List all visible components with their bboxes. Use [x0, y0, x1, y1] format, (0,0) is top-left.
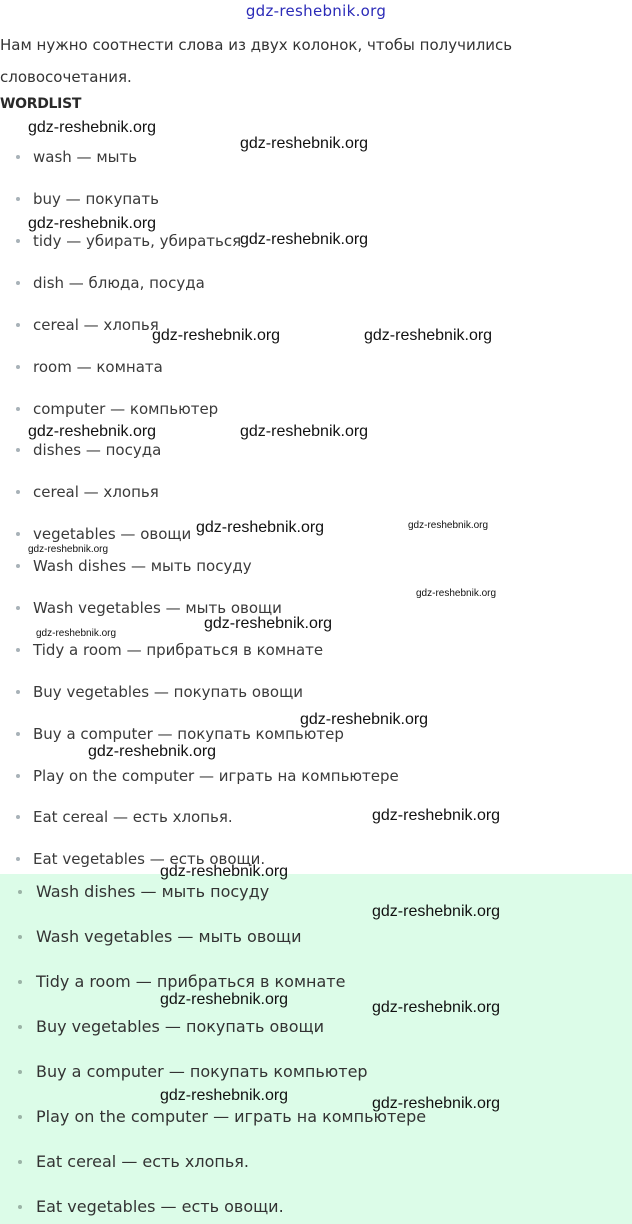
list-item	[16, 597, 282, 619]
list-item-text: Eat cereal — есть хлопья.	[36, 1152, 249, 1171]
list-item	[18, 1195, 284, 1219]
list-item	[16, 681, 303, 703]
watermark: gdz-reshebnik.org	[28, 423, 157, 440]
list-item-text: dishes — посуда	[33, 441, 162, 459]
site-logo-link[interactable]: gdz-reshebnik.org	[245, 2, 387, 20]
list-item	[16, 555, 252, 577]
bullet-icon	[16, 648, 20, 652]
site-header	[0, 0, 632, 24]
list-item-text: Buy vegetables — покупать овощи	[33, 683, 303, 701]
bullet-icon	[16, 490, 20, 494]
list-item-text: Buy a computer — покупать компьютер	[33, 725, 344, 743]
bullet-icon	[16, 365, 20, 369]
list-item	[16, 356, 163, 378]
bullet-icon	[16, 606, 20, 610]
list-item-text: computer — компьютер	[33, 400, 219, 418]
bullet-icon	[16, 407, 20, 411]
bullet-icon	[16, 448, 20, 452]
list-item	[18, 1150, 249, 1174]
watermark: gdz-reshebnik.org	[372, 903, 501, 920]
bullet-icon	[16, 532, 20, 536]
list-item	[16, 765, 399, 787]
watermark: gdz-reshebnik.org	[408, 520, 489, 531]
list-item	[16, 639, 323, 661]
bullet-icon	[16, 857, 20, 861]
list-item-text: Eat vegetables — есть овощи.	[33, 850, 266, 868]
list-item-text: Eat vegetables — есть овощи.	[36, 1197, 284, 1216]
list-item	[16, 481, 159, 503]
watermark: gdz-reshebnik.org	[36, 628, 117, 639]
bullet-icon	[18, 935, 22, 939]
list-item	[16, 523, 191, 545]
list-item-text: dish — блюда, посуда	[33, 274, 205, 292]
watermark: gdz-reshebnik.org	[204, 615, 333, 632]
bullet-icon	[18, 980, 22, 984]
list-item-text: Buy vegetables — покупать овощи	[36, 1017, 324, 1036]
watermark: gdz-reshebnik.org	[372, 807, 501, 824]
list-item-text: Wash dishes — мыть посуду	[33, 557, 252, 575]
bullet-icon	[18, 1070, 22, 1074]
list-item-text: Wash vegetables — мыть овощи	[36, 927, 302, 946]
watermark: gdz-reshebnik.org	[28, 215, 157, 232]
list-item	[18, 1060, 368, 1084]
bullet-icon	[18, 1160, 22, 1164]
watermark: gdz-reshebnik.org	[372, 999, 501, 1016]
list-item-text: tidy — убирать, убираться	[33, 232, 242, 250]
list-item	[16, 230, 241, 252]
watermark: gdz-reshebnik.org	[416, 588, 497, 599]
list-item-text: Wash vegetables — мыть овощи	[33, 599, 282, 617]
list-item	[18, 970, 345, 994]
watermark: gdz-reshebnik.org	[196, 519, 325, 536]
list-item-text: Buy a computer — покупать компьютер	[36, 1062, 368, 1081]
watermark: gdz-reshebnik.org	[364, 327, 493, 344]
bullet-icon	[18, 1025, 22, 1029]
list-item-text: vegetables — овощи	[33, 525, 192, 543]
watermark: gdz-reshebnik.org	[88, 743, 217, 760]
watermark: gdz-reshebnik.org	[28, 544, 109, 555]
bullet-icon	[16, 281, 20, 285]
list-item	[16, 398, 218, 420]
bullet-icon	[16, 155, 20, 159]
watermark: gdz-reshebnik.org	[160, 863, 289, 880]
watermark: gdz-reshebnik.org	[160, 991, 289, 1008]
watermark: gdz-reshebnik.org	[240, 231, 369, 248]
list-item-text: Tidy a room — прибраться в комнате	[33, 641, 324, 659]
list-item	[16, 272, 205, 294]
intro-text: Нам нужно соотнести слова из двух колонок, чтобы получились словосочетания.	[0, 36, 513, 86]
watermark: gdz-reshebnik.org	[160, 1087, 289, 1104]
list-item-text: Wash dishes — мыть посуду	[36, 882, 270, 901]
list-item	[18, 925, 302, 949]
list-item	[18, 1015, 324, 1039]
bullet-icon	[18, 1115, 22, 1119]
list-item	[18, 880, 269, 904]
list-item-text: Play on the computer — играть на компьютере	[36, 1107, 427, 1126]
bullet-icon	[16, 690, 20, 694]
bullet-icon	[16, 323, 20, 327]
list-item	[16, 806, 233, 828]
list-item	[16, 146, 137, 168]
wordlist-heading: WORDLIST	[0, 96, 82, 112]
list-item-text: cereal — хлопья	[33, 483, 159, 501]
bullet-icon	[16, 732, 20, 736]
bullet-icon	[18, 1205, 22, 1209]
bullet-icon	[16, 774, 20, 778]
watermark: gdz-reshebnik.org	[240, 135, 369, 152]
list-item	[16, 723, 344, 745]
list-item	[16, 314, 159, 336]
list-item-text: Eat cereal — есть хлопья.	[33, 808, 233, 826]
watermark: gdz-reshebnik.org	[28, 119, 157, 136]
list-item-text: cereal — хлопья	[33, 316, 159, 334]
list-item-text: Tidy a room — прибраться в комнате	[36, 972, 346, 991]
watermark: gdz-reshebnik.org	[372, 1095, 501, 1112]
list-item-text: buy — покупать	[33, 190, 159, 208]
list-item	[16, 188, 159, 210]
list-item	[16, 848, 265, 870]
answer-section	[0, 874, 632, 1224]
bullet-icon	[16, 239, 20, 243]
bullet-icon	[18, 890, 22, 894]
watermark: gdz-reshebnik.org	[240, 423, 369, 440]
list-item	[16, 439, 161, 461]
list-item	[18, 1105, 426, 1129]
bullet-icon	[16, 564, 20, 568]
list-item-text: Play on the computer — играть на компьютере	[33, 767, 399, 785]
watermark: gdz-reshebnik.org	[300, 711, 429, 728]
list-item-text: room — комната	[33, 358, 163, 376]
watermark: gdz-reshebnik.org	[152, 327, 281, 344]
list-item-text: wash — мыть	[33, 148, 138, 166]
bullet-icon	[16, 815, 20, 819]
bullet-icon	[16, 197, 20, 201]
